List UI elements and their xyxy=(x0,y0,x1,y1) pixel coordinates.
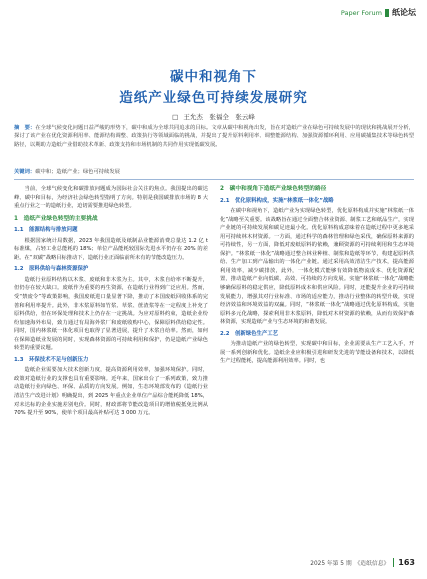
page-number: 163 xyxy=(398,558,415,567)
article-title-line2: 造纸产业绿色可持续发展研究 xyxy=(119,90,308,106)
authors: □ 王允杰 张福全 张云峰 xyxy=(172,113,255,121)
intro-paragraph: 当前，全球气候变化和碳排放问题成为国际社会关注的焦点。我国提出的碳达峰、碳中和目标，为经济社会绿色转型指明了方向。特别是我国碳排放市场的 8 大重点行业之一的造纸行业，迫切需要推进绿色转型。 xyxy=(14,186,208,210)
abstract-label: 摘 要： xyxy=(14,125,36,131)
paragraph-1-2: 造纸行业原料结构以木浆、废纸和非木浆为主。其中，木浆自给率不断提升，但仍存在较大缺口。废纸作为重要的再生资源，在造纸行业得到广泛应用。然而，受“禁废令”等政策影响，我国废纸进口量显著下降，推动了本国废纸回收体系的完善和利用率提升。此外，非木浆原料如竹浆、草浆、蔗渣浆等在一定程度上补充了原料供给，但在环保处理和技术上仍存在一定挑战。为应对原料约束，造纸企业纷纷加速海外布局，致力通过有局海外浆厂和废纸收购中心，保障原料供给稳定性。同时，国内林浆纸一体化项目也取得了显著进展，提升了木浆自给率。然而，如何在保障造纸业发展的同时，实现森林资源的可持续利用和保护，仍是造纸产业绿色转型的重要议题。 xyxy=(14,276,208,352)
header-forum: Paper Forum xyxy=(340,8,382,17)
heading-2-1: 2.1 优化原料构成，实施“林浆纸一体化”战略 xyxy=(220,197,334,204)
running-header xyxy=(341,7,416,18)
paragraph-1-3: 造纸企业需要加大技术创新力度，提高资源利用效率，加强环境保护。同时，政策对造纸行业的支撑也具有重要影响。近年来，国家出台了一系列政策，致力推动造纸行业向绿色、环保、品质的方向发展。例如，生态环境部发布的《造纸行业清洁生产改进计划》明确提出，到 2025 年重点企业单位产品综合能耗降低 18%，对未达标的企业实施差别电价。同时，财政部将节能改造项目的增值税抵免比例从 70% 提升至 90%，使单个项目最高补贴可达 3 000 万元。 xyxy=(14,367,208,417)
footer-bar xyxy=(393,558,394,567)
heading-section-2: 2 碳中和视角下造纸产业绿色转型的路径 xyxy=(220,186,327,192)
heading-section-1: 1 造纸产业绿色转型的主要挑战 xyxy=(14,215,98,222)
footer-issue: 2025 年第 5 期 《造纸信息》 xyxy=(310,561,390,567)
paragraph-2-2: 为推动造纸产业的绿色转型，实现碳中和目标，企业需要从生产工艺入手，开展一系列创新和优化。造纸企业应积极引进和研发先进的节能设备和技术，以降低生产过程能耗，提高能源利用效率。同时，也 xyxy=(220,341,414,365)
article-title-line1: 碳中和视角下 xyxy=(170,69,257,85)
keywords-text: 碳中和；造纸产业；绿色可持续发展 xyxy=(35,169,120,175)
heading-1-1: 1.1 能源结构与排放问题 xyxy=(14,227,78,234)
right-column xyxy=(220,185,414,366)
header-separator xyxy=(385,9,389,17)
section-divider xyxy=(14,179,414,180)
heading-1-3: 1.3 环保技术不足与创新压力 xyxy=(14,356,89,363)
keywords xyxy=(14,167,414,175)
keywords-label: 关键词： xyxy=(14,169,36,175)
abstract-text: 在全球气候变化问题日益严峻的形势下，碳中和成为全球共同追求的目标。文章从碳中和视角出发，旨在对造纸产业在绿色可持续发展中的现状和挑战展开分析，探讨了该产业在优化资源利用率、能源结构调整、政策执行等领域面临的挑战，并提出了提升原料利用率、调整能源结构、加强资源循环利用、应用碳捕集技术等绿色转型路径，以期助力造纸产业借助技术革新、政策支持和市场机制的共同作用实现低碳发展。 xyxy=(14,125,414,148)
heading-2-2: 2.2 创新绿色生产工艺 xyxy=(220,330,279,337)
heading-1-2: 1.2 原料供给与森林资源保护 xyxy=(14,266,89,273)
left-column xyxy=(14,185,208,418)
header-section: 纸论坛 xyxy=(392,8,416,17)
paragraph-2-1: 在碳中和视角下，造纸产业为实现绿色转型，优化原料构成并实施“林浆纸一体化”战略至关重要。该战略旨在通过全面整合林业资源、制浆工艺和纸品生产，实现产业链的可持续发展和碳足迹最小化。优化原料构成意味着在造纸过程中更多地采用可持续林木材资源。一方面，通过科学的森林管理和绿色采伐，确保原料来源的可持续性，另一方面，降低对废纸原料的依赖，兼顾资源的可持续利用和生态环境保护。“林浆纸一体化”战略通过整合林业种植、制浆和造纸等环节，构建起原料供给、生产加工到产品输出的一体化产业链。通过采用高效清洁生产技术，提高能源利用效率，减少碳排放，此外，一体化模式能够有效降低物流成本、优化资源配置，推动造纸产业向低碳、高效、可持续的方向发展。实施“林浆纸一体化”战略能够确保原料的稳定供应，降低原料成本和供应风险。同时，还能提升企业的可持续发展能力，增强其对行业标准、市场的适应能力，推动行业整体的转型升级，实现经济效益和环境效益的双赢。同时，“林浆纸一体化”战略通过优化原料构成，实施原料多元化战略，探索利用非木浆原料，降低对木材资源的依赖，从而有效保护森林资源，实现造纸产业与生态环境的和谐发展。 xyxy=(220,208,414,326)
paragraph-1-1: 根据国家统计局数据，2023 年我国造纸及纸制品业能源消费总量达 1.2 亿 t 标准煤，占轻工业总能耗的 18%；单位产品能耗较国际先进水平仍存在 20% 的差距。在“双碳”战略目标推动下，造纸行业正面临前所未有的节能改造压力。 xyxy=(14,237,208,261)
page-footer xyxy=(310,558,415,567)
abstract xyxy=(14,124,414,149)
